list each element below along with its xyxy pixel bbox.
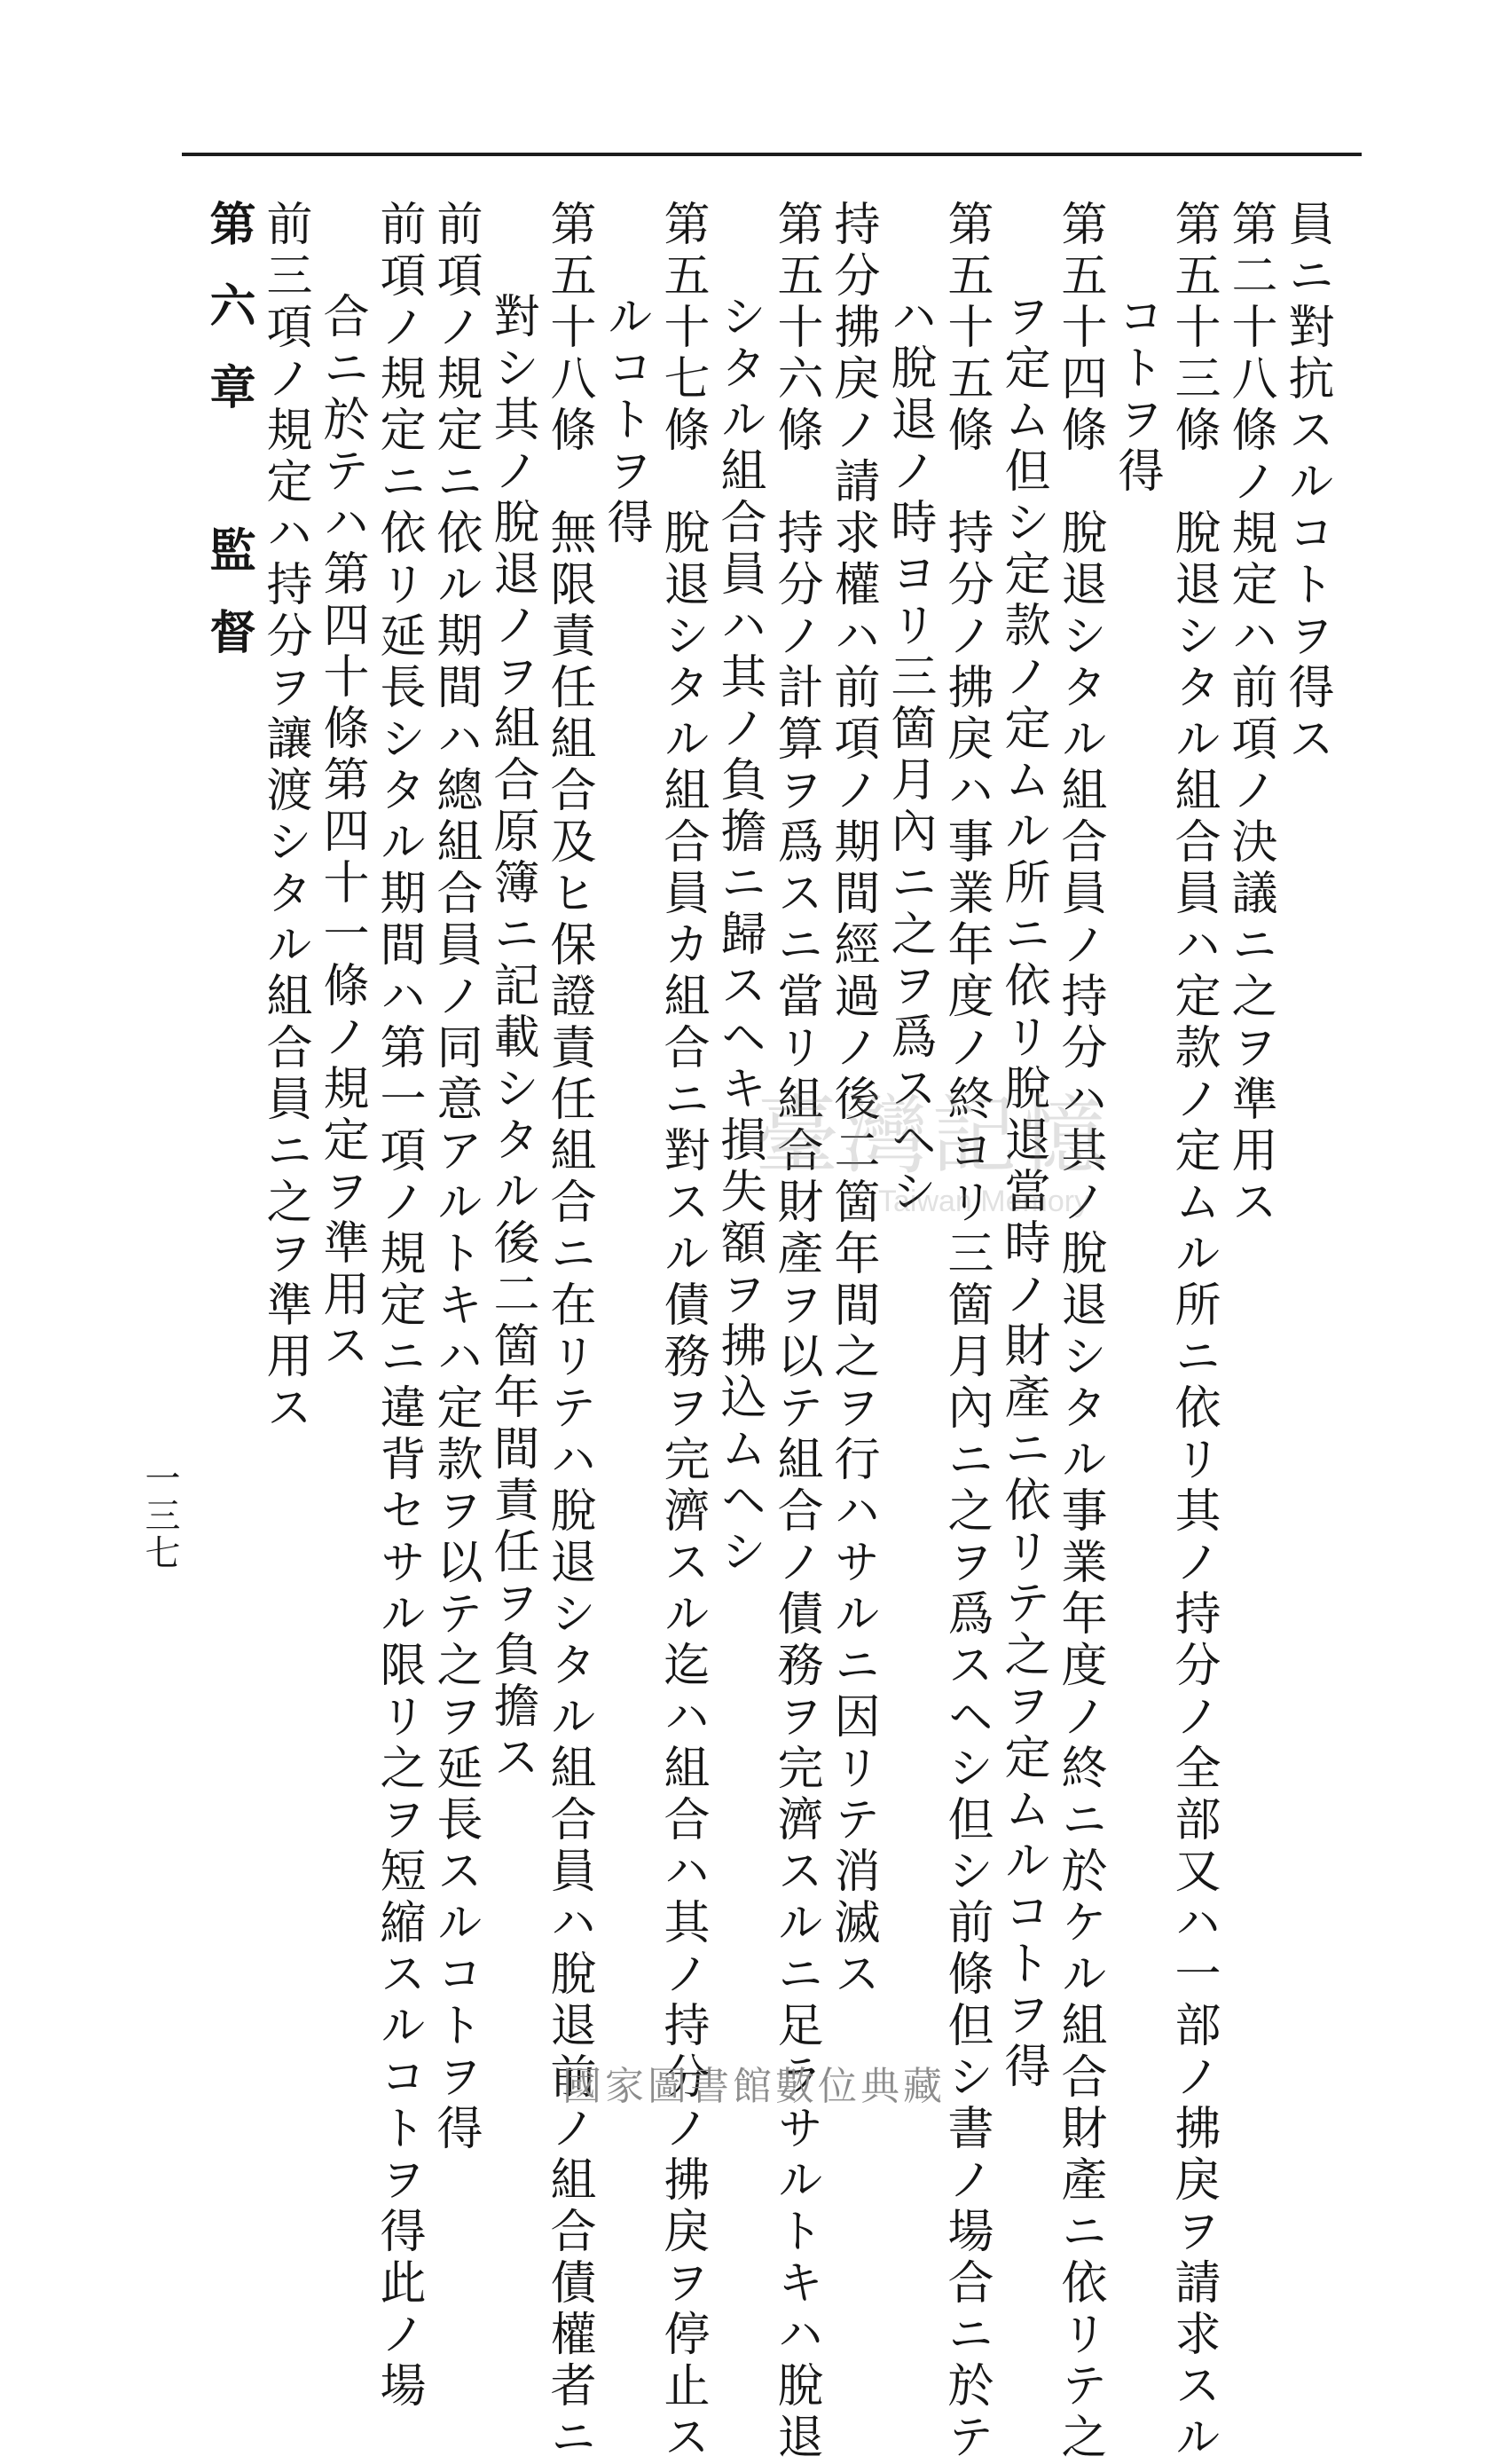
page-number: 一三七 bbox=[139, 1460, 180, 1571]
article-53-cont: コトヲ得 bbox=[1110, 292, 1163, 498]
article-55: 第五十五條 持分ノ拂戾ハ事業年度ノ終ヨリ三箇月內ニ之ヲ爲スヘシ但シ前條但シ書ノ場合ニ於テ bbox=[939, 200, 993, 2464]
article-57-cont: ルコトヲ得 bbox=[599, 292, 652, 549]
article-58: 第五十八條 無限責任組合及ヒ保證責任組合ニ在リテハ脫退シタル組合員ハ脫退前ノ組合債權者ニ bbox=[542, 200, 595, 2464]
article-58-para-3-cont: 合ニ於テハ第四十條第四十一條ノ規定ヲ準用ス bbox=[315, 292, 368, 1373]
text-column-2: 第二十八條ノ規定ハ前項ノ決議ニ之ヲ準用ス bbox=[1223, 200, 1276, 1229]
article-54: 第五十四條 脫退シタル組合員ノ持分ハ其ノ脫退シタル事業年度ノ終ニ於ケル組合財產ニ依リテ之 bbox=[1053, 200, 1106, 2464]
article-58-para-4: 前三項ノ規定ハ持分ヲ讓渡シタル組合員ニ之ヲ準用ス bbox=[258, 200, 311, 1435]
top-rule bbox=[182, 153, 1362, 156]
article-56-cont: シタル組合員ハ其ノ負擔ニ歸スヘキ損失額ヲ拂込ムヘシ bbox=[712, 292, 766, 1578]
text-column-1: 員ニ對抗スルコトヲ得ス bbox=[1280, 200, 1333, 766]
article-55-para-2: 持分拂戾ノ請求權ハ前項ノ期間經過ノ後二箇年間之ヲ行ハサルニ因リテ消滅ス bbox=[826, 200, 879, 2001]
article-54-cont: ヲ定ム但シ定款ノ定ムル所ニ依リ脫退當時ノ財產ニ依リテ之ヲ定ムルコトヲ得 bbox=[996, 292, 1049, 2093]
article-58-para-2: 前項ノ規定ニ依ル期間ハ總組合員ノ同意アルトキハ定款ヲ以テ之ヲ延長スルコトヲ得 bbox=[428, 200, 482, 2155]
article-58-para-3: 前項ノ規定ニ依リ延長シタル期間ハ第一項ノ規定ニ違背セサル限リ之ヲ短縮スルコトヲ得此ノ場 bbox=[372, 200, 425, 2413]
footer-watermark: 國家圖書館數位典藏 bbox=[562, 2064, 946, 2109]
article-57: 第五十七條 脫退シタル組合員カ組合ニ對スル債務ヲ完濟スル迄ハ組合ハ其ノ持分ノ拂戾ヲ停止ス bbox=[656, 200, 709, 2464]
watermark-chinese: 臺灣記憶 bbox=[754, 1086, 1109, 1185]
article-53: 第五十三條 脫退シタル組合員ハ定款ノ定ムル所ニ依リ其ノ持分ノ全部又ハ一部ノ拂戾ヲ請求スル bbox=[1166, 200, 1220, 2464]
chapter-heading: 第六章 監督 bbox=[201, 200, 255, 689]
article-55-cont: ハ脫退ノ時ヨリ三箇月內ニ之ヲ爲スヘシ bbox=[883, 292, 936, 1218]
article-56: 第五十六條 持分ノ計算ヲ爲スニ當リ組合財產ヲ以テ組合ノ債務ヲ完濟スルニ足ラサルトキハ脫退 bbox=[769, 200, 822, 2464]
article-58-cont: 對シ其ノ脫退ノヲ組合原簿ニ記載シタル後二箇年間責任ヲ負擔ス bbox=[485, 292, 538, 1784]
watermark-english: Taiwan Memory bbox=[878, 1185, 1090, 1218]
